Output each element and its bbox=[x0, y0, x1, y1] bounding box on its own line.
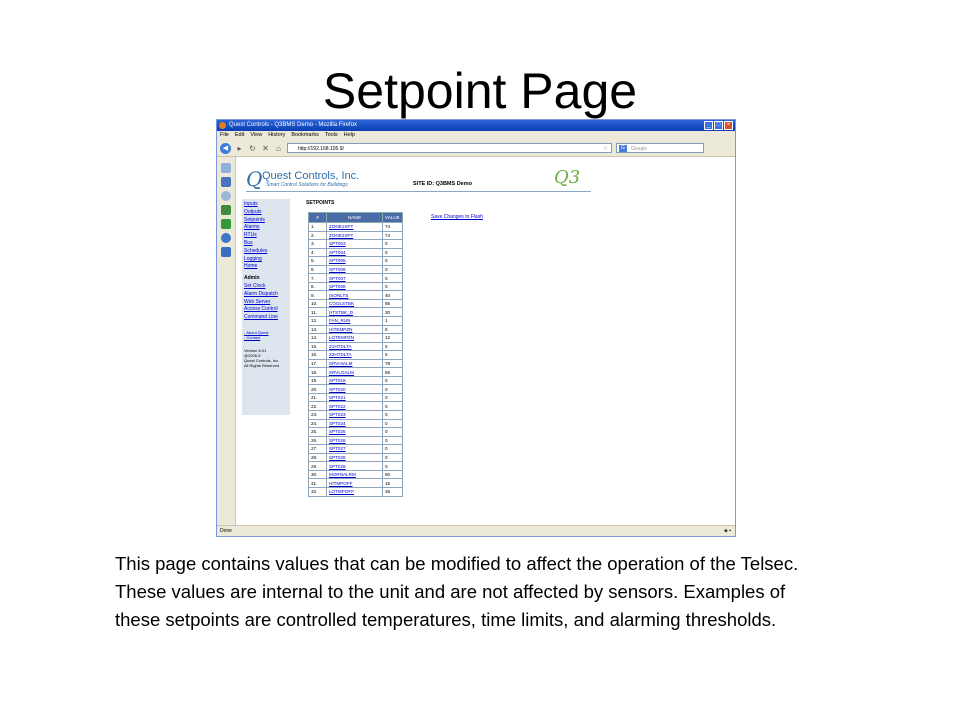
setpoint-name-link[interactable]: SPT028 bbox=[327, 453, 383, 462]
row-number: 21. bbox=[309, 393, 327, 402]
setpoint-value: 0 bbox=[383, 445, 403, 454]
row-number: 7. bbox=[309, 274, 327, 283]
nav-link-inputs[interactable]: Inputs bbox=[244, 201, 258, 207]
forward-button[interactable]: ▸ bbox=[237, 143, 242, 153]
q3-logo: Q3 bbox=[554, 167, 581, 188]
setpoint-value: 5 bbox=[383, 342, 403, 351]
save-changes-link[interactable]: Save Changes to Flash bbox=[431, 214, 483, 220]
table-row bbox=[309, 359, 403, 368]
close-button[interactable]: × bbox=[724, 121, 733, 130]
nav-link-home[interactable]: Home bbox=[244, 263, 258, 270]
setpoint-value: 85 bbox=[383, 299, 403, 308]
bookmark-star-icon[interactable]: ☆ bbox=[602, 146, 608, 152]
setpoint-name-link[interactable]: ZONE2SPT bbox=[327, 231, 383, 240]
row-number: 8. bbox=[309, 282, 327, 291]
setpoint-name-link[interactable]: SPT007 bbox=[327, 274, 383, 283]
quest-logo-mark: Q bbox=[246, 167, 263, 191]
setpoint-name-link[interactable]: SPT003 bbox=[327, 240, 383, 249]
web-page bbox=[236, 157, 735, 527]
menu-item-tools[interactable]: Tools bbox=[324, 132, 338, 138]
setpoint-name-link[interactable]: SPT024 bbox=[327, 419, 383, 428]
row-number: 28. bbox=[309, 453, 327, 462]
table-row bbox=[309, 282, 403, 291]
inputs-icon[interactable] bbox=[221, 163, 231, 173]
setpoint-name-link[interactable]: SPT027 bbox=[327, 445, 383, 454]
minimize-button[interactable]: _ bbox=[704, 121, 713, 130]
setpoint-name-link[interactable]: MORNALRM bbox=[327, 470, 383, 479]
table-row bbox=[309, 334, 403, 343]
setpoint-value: 78 bbox=[383, 359, 403, 368]
table-row bbox=[309, 368, 403, 377]
back-button[interactable]: ◀ bbox=[220, 143, 231, 154]
table-row bbox=[309, 248, 403, 257]
table-row bbox=[309, 351, 403, 360]
table-row bbox=[309, 428, 403, 437]
slide-title: Setpoint Page bbox=[322, 63, 638, 119]
table-row bbox=[309, 231, 403, 240]
row-number: 20. bbox=[309, 385, 327, 394]
admin-header: Admin bbox=[244, 275, 260, 282]
row-number: 31. bbox=[309, 479, 327, 488]
menu-item-bookmarks[interactable]: Bookmarks bbox=[291, 132, 319, 138]
row-number: 12. bbox=[309, 317, 327, 326]
menu-item-help[interactable]: Help bbox=[343, 132, 355, 138]
table-row bbox=[309, 385, 403, 394]
setpoint-value: 0 bbox=[383, 402, 403, 411]
setpoint-value: 35 bbox=[383, 487, 403, 496]
header-divider bbox=[246, 191, 591, 192]
table-row bbox=[309, 453, 403, 462]
nav-link-alarm-dispatch[interactable]: Alarm Dispatch bbox=[244, 290, 278, 297]
table-row bbox=[309, 402, 403, 411]
setpoint-value: 5 bbox=[383, 351, 403, 360]
setpoint-name-link[interactable]: SPT019 bbox=[327, 376, 383, 385]
row-number: 6. bbox=[309, 265, 327, 274]
outputs-icon[interactable] bbox=[221, 177, 231, 187]
table-row bbox=[309, 419, 403, 428]
setpoint-name-link[interactable]: SPT021 bbox=[327, 393, 383, 402]
browser-content bbox=[217, 157, 735, 527]
nav-link-about[interactable]: - About Quest bbox=[244, 329, 269, 335]
setpoint-value: 15 bbox=[383, 479, 403, 488]
menu-bar bbox=[217, 131, 735, 140]
setpoint-name-link[interactable]: SRVHIALM bbox=[327, 359, 383, 368]
status-text: Done bbox=[220, 528, 232, 534]
table-row bbox=[309, 299, 403, 308]
setpoint-name-link[interactable]: LOTEMPZN bbox=[327, 334, 383, 343]
window-title: Quest Controls - Q3BMS Demo - Mozilla Firefox bbox=[229, 122, 358, 128]
setpoint-name-link[interactable]: HTSTBK_D bbox=[327, 308, 383, 317]
menu-item-view[interactable]: View bbox=[250, 132, 263, 138]
row-number: 24. bbox=[309, 419, 327, 428]
setpoint-value: 74 bbox=[383, 231, 403, 240]
info-icon[interactable] bbox=[221, 247, 231, 257]
setpoint-value: 60 bbox=[383, 470, 403, 479]
puzzle-icon[interactable] bbox=[221, 219, 231, 229]
table-row bbox=[309, 291, 403, 300]
row-number: 4. bbox=[309, 248, 327, 257]
row-number: 9. bbox=[309, 291, 327, 300]
slide-caption: This page contains values that can be modified to affect the operation of the Telsec. These values are internal to the unit and are not affected by sensors. Examples of these setpoints are controlled temperatures, time limits, and alarming thresholds. bbox=[115, 553, 799, 630]
nav-link-bus[interactable]: Bus bbox=[244, 239, 253, 246]
setpoint-name-link[interactable]: SPT020 bbox=[327, 385, 383, 394]
setpoint-value: 0 bbox=[383, 385, 403, 394]
row-number: 27. bbox=[309, 445, 327, 454]
version-line: Quest Controls, Inc. bbox=[244, 357, 280, 363]
row-number: 32. bbox=[309, 487, 327, 496]
setpoint-value: 0 bbox=[383, 265, 403, 274]
navigation-toolbar bbox=[217, 140, 735, 157]
quest-logo bbox=[246, 169, 376, 191]
status-bar bbox=[217, 525, 735, 536]
side-toolstrip bbox=[217, 157, 236, 527]
nav-link-web-server[interactable]: Web Server bbox=[244, 298, 271, 305]
search-engine-icon[interactable]: G bbox=[619, 145, 627, 152]
setpoint-value: 0 bbox=[383, 274, 403, 283]
table-row bbox=[309, 257, 403, 266]
table-row bbox=[309, 487, 403, 496]
url-text: http://192.168.105.9/ bbox=[298, 146, 344, 152]
table-row bbox=[309, 462, 403, 471]
search-input[interactable] bbox=[616, 143, 704, 153]
row-number: 5. bbox=[309, 257, 327, 266]
home-icon[interactable]: ⌂ bbox=[276, 143, 281, 153]
setpoint-value: 0 bbox=[383, 462, 403, 471]
setpoint-name-link[interactable]: COOLSTBK bbox=[327, 299, 383, 308]
setpoint-value: 0 bbox=[383, 411, 403, 420]
nav-link-set-clock[interactable]: Set Clock bbox=[244, 282, 266, 289]
maximize-button[interactable]: □ bbox=[714, 121, 723, 130]
table-row bbox=[309, 376, 403, 385]
nav-link-access-control[interactable]: Access Control bbox=[244, 306, 278, 313]
setpoint-name-link[interactable]: ZONE1SPT bbox=[327, 223, 383, 232]
clock-icon[interactable] bbox=[221, 191, 231, 201]
table-row bbox=[309, 325, 403, 334]
nav-link-setpoints[interactable]: Setpoints bbox=[244, 216, 265, 223]
setpoint-name-link[interactable]: SPT006 bbox=[327, 265, 383, 274]
row-number: 30. bbox=[309, 470, 327, 479]
table-row bbox=[309, 445, 403, 454]
table-row bbox=[309, 342, 403, 351]
setpoint-name-link[interactable]: ISONLTS bbox=[327, 291, 383, 300]
setpoint-name-link[interactable]: SPT029 bbox=[327, 462, 383, 471]
column-header-name: NAME bbox=[327, 213, 383, 223]
setpoint-value: 0 bbox=[383, 282, 403, 291]
setpoint-name-link[interactable]: HITMPOFF bbox=[327, 479, 383, 488]
row-number: 2. bbox=[309, 231, 327, 240]
setpoint-name-link[interactable]: SPT004 bbox=[327, 248, 383, 257]
setpoint-name-link[interactable]: SPT008 bbox=[327, 282, 383, 291]
company-name: Quest Controls, Inc. bbox=[262, 170, 360, 182]
stop-icon[interactable]: ✕ bbox=[262, 143, 269, 153]
row-number: 1. bbox=[309, 223, 327, 232]
setpoint-value: 0 bbox=[383, 240, 403, 249]
setpoint-name-link[interactable]: SRVLOALM bbox=[327, 368, 383, 377]
row-number: 14. bbox=[309, 334, 327, 343]
setpoint-name-link[interactable]: LOTMPOFF bbox=[327, 487, 383, 496]
reload-icon[interactable]: ↻ bbox=[249, 143, 256, 153]
setpoint-value: 1 bbox=[383, 317, 403, 326]
version-info bbox=[244, 348, 290, 368]
nav-link-rtus[interactable]: RTUs bbox=[244, 232, 257, 239]
nav-link-command-line[interactable]: Command Line bbox=[244, 314, 278, 321]
column-header-value: VALUE bbox=[383, 213, 403, 223]
row-number: 3. bbox=[309, 240, 327, 249]
setpoint-name-link[interactable]: SPT005 bbox=[327, 257, 383, 266]
setpoint-value: 0 bbox=[383, 453, 403, 462]
version-line: @2006-9 bbox=[244, 352, 261, 358]
window-titlebar bbox=[217, 120, 735, 131]
table-row bbox=[309, 274, 403, 283]
table-row bbox=[309, 393, 403, 402]
table-row bbox=[309, 317, 403, 326]
row-number: 23. bbox=[309, 411, 327, 420]
company-tagline: Smart Control Solutions for Buildings bbox=[266, 182, 348, 188]
browser-window bbox=[216, 119, 736, 537]
row-number: 10. bbox=[309, 299, 327, 308]
search-placeholder: Google bbox=[631, 146, 648, 152]
setpoint-value: 0 bbox=[383, 248, 403, 257]
row-number: 16. bbox=[309, 351, 327, 360]
left-nav bbox=[242, 199, 290, 415]
setpoint-name-link[interactable]: FAN_RUN bbox=[327, 317, 383, 326]
row-number: 11. bbox=[309, 308, 327, 317]
setpoint-name-link[interactable]: SPT022 bbox=[327, 402, 383, 411]
setpoint-value: 8 bbox=[383, 325, 403, 334]
table-row bbox=[309, 436, 403, 445]
row-number: 26. bbox=[309, 436, 327, 445]
setpoint-name-link[interactable]: HITEMPZN bbox=[327, 325, 383, 334]
nav-link-logging[interactable]: Logging bbox=[244, 255, 262, 262]
row-number: 17. bbox=[309, 359, 327, 368]
setpoint-value: 0 bbox=[383, 376, 403, 385]
setpoint-name-link[interactable]: Z2HTDLTA bbox=[327, 351, 383, 360]
table-row bbox=[309, 240, 403, 249]
table-row bbox=[309, 223, 403, 232]
setpoint-name-link[interactable]: SPT025 bbox=[327, 428, 383, 437]
row-number: 29. bbox=[309, 462, 327, 471]
setpoint-name-link[interactable]: SPT023 bbox=[327, 411, 383, 420]
setpoint-name-link[interactable]: SPT026 bbox=[327, 436, 383, 445]
setpoint-value: 40 bbox=[383, 291, 403, 300]
table-row bbox=[309, 308, 403, 317]
setpoint-value: 0 bbox=[383, 257, 403, 266]
version-line: All Rights Reserved bbox=[244, 362, 280, 368]
status-icons: ◈ ▪ bbox=[723, 528, 731, 534]
nav-link-contact[interactable]: - Contact bbox=[244, 334, 261, 340]
menu-item-edit[interactable]: Edit bbox=[234, 132, 245, 138]
table-row bbox=[309, 470, 403, 479]
nav-link-outputs[interactable]: Outputs bbox=[244, 208, 262, 215]
row-number: 19. bbox=[309, 376, 327, 385]
row-number: 15. bbox=[309, 342, 327, 351]
table-row bbox=[309, 265, 403, 274]
row-number: 25. bbox=[309, 428, 327, 437]
setpoint-value: 0 bbox=[383, 436, 403, 445]
firefox-icon bbox=[219, 122, 226, 129]
gear-icon[interactable] bbox=[221, 233, 231, 243]
setpoint-value: 74 bbox=[383, 223, 403, 232]
setpoint-value: 12 bbox=[383, 334, 403, 343]
site-id: SITE ID: Q3BMS Demo bbox=[413, 181, 472, 187]
network-icon[interactable] bbox=[221, 205, 231, 215]
setpoint-value: 55 bbox=[383, 368, 403, 377]
setpoints-title: SETPOINTS bbox=[306, 200, 335, 206]
column-header-number: # bbox=[309, 213, 327, 223]
setpoint-name-link[interactable]: Z1HTDLTA bbox=[327, 342, 383, 351]
setpoint-value: 0 bbox=[383, 393, 403, 402]
table-row bbox=[309, 411, 403, 420]
version-line: Version 6.01 bbox=[244, 347, 267, 353]
row-number: 18. bbox=[309, 368, 327, 377]
setpoint-value: 30 bbox=[383, 308, 403, 317]
setpoint-value: 0 bbox=[383, 419, 403, 428]
nav-link-schedules[interactable]: Schedules bbox=[244, 247, 268, 254]
menu-item-file[interactable]: File bbox=[220, 132, 229, 138]
row-number: 13. bbox=[309, 325, 327, 334]
setpoint-value: 0 bbox=[383, 428, 403, 437]
row-number: 22. bbox=[309, 402, 327, 411]
menu-item-history[interactable]: History bbox=[268, 132, 286, 138]
table-row bbox=[309, 479, 403, 488]
url-input[interactable] bbox=[287, 143, 612, 153]
setpoints-table bbox=[308, 212, 403, 497]
nav-link-alarms[interactable]: Alarms bbox=[244, 224, 260, 231]
